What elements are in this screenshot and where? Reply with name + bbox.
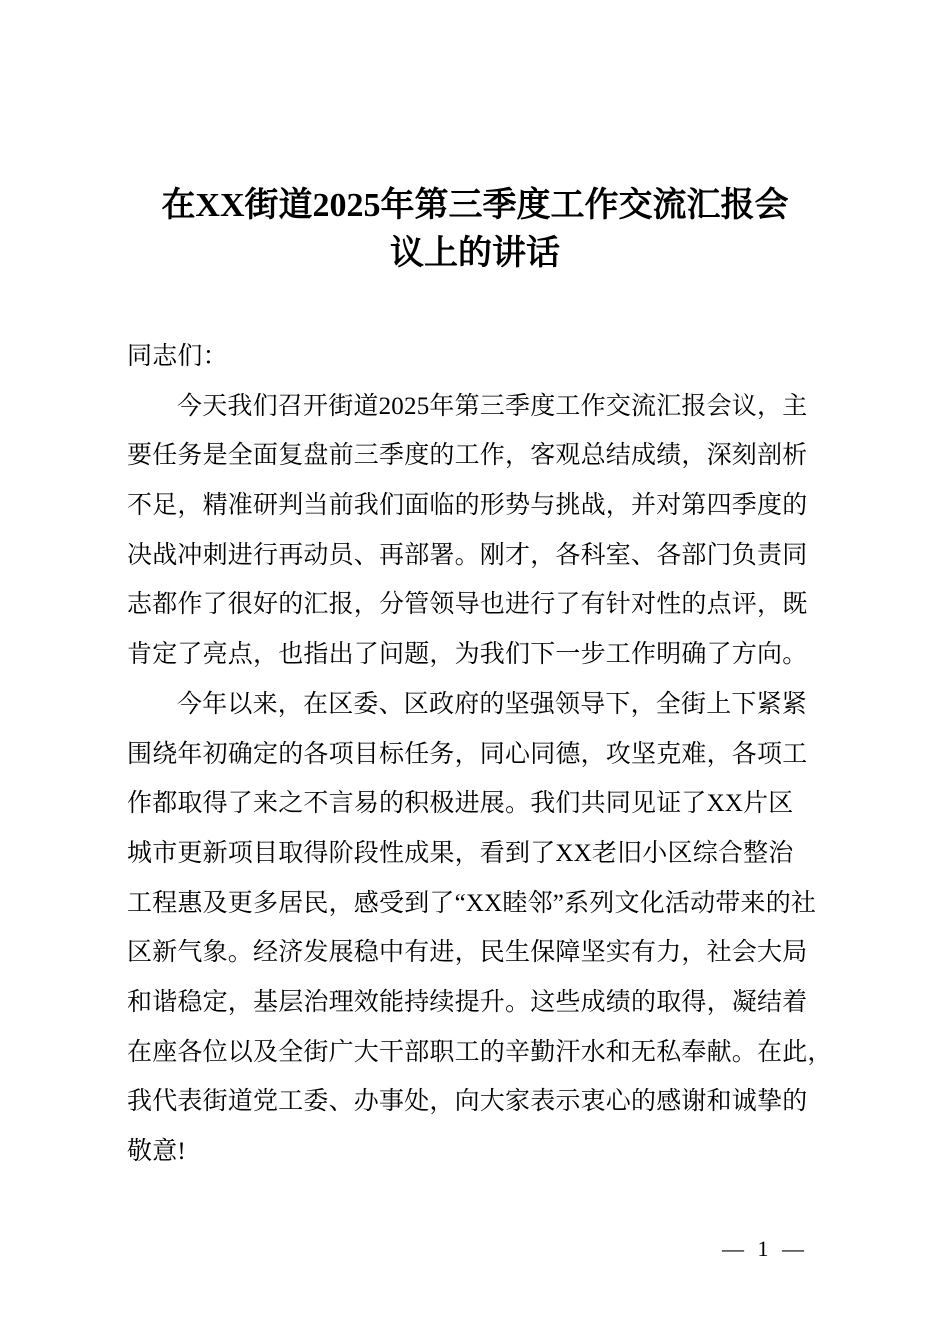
salutation: 同志们： [127, 343, 228, 370]
document-body [127, 332, 847, 1177]
paragraph-line: 我代表街道党工委、办事处，向大家表示衷心的感谢和诚挚的 [127, 1088, 808, 1116]
paragraph-line: 肯定了亮点，也指出了问题，为我们下一步工作明确了方向。 [127, 641, 808, 669]
paragraph-line: 敬意! [127, 1138, 186, 1165]
paragraph-line: 围绕年初确定的各项目标任务，同心同德，攻坚克难，各项工 [127, 740, 808, 768]
paragraph-line: 决战冲刺进行再动员、再部署。刚才，各科室、各部门负责同 [127, 541, 808, 569]
paragraph-line: 城市更新项目取得阶段性成果，看到了XX老旧小区综合整治 [127, 839, 794, 867]
page-number: — 1 — [722, 1236, 808, 1261]
paragraph-line: 区新气象。经济发展稳中有进，民生保障坚实有力，社会大局 [127, 939, 808, 967]
paragraph [127, 680, 847, 1177]
title-line-2: 议上的讲话 [390, 235, 560, 272]
paragraph-line: 不足，精准研判当前我们面临的形势与挑战，并对第四季度的 [127, 492, 808, 520]
paragraph-line: 今天我们召开街道2025年第三季度工作交流汇报会议，主 [177, 392, 808, 420]
paragraph-line: 和谐稳定，基层治理效能持续提升。这些成绩的取得，凝结着 [127, 988, 808, 1016]
paragraph-line: 要任务是全面复盘前三季度的工作，客观总结成绩，深刻剖析 [127, 442, 808, 470]
paragraph-line: 工程惠及更多居民，感受到了“XX睦邻”系列文化活动带来的社 [127, 889, 817, 917]
document-title [0, 182, 950, 278]
paragraph-line: 在座各位以及全街广大干部职工的辛勤汗水和无私奉献。在此， [127, 1038, 833, 1066]
paragraph-line: 作都取得了来之不言易的积极进展。我们共同见证了XX片区 [127, 790, 794, 818]
paragraph [127, 382, 847, 680]
title-line-1: 在XX街道2025年第三季度工作交流汇报会 [161, 187, 789, 224]
paragraph-line: 志都作了很好的汇报，分管领导也进行了有针对性的点评，既 [127, 591, 808, 619]
paragraph-line: 今年以来，在区委、区政府的坚强领导下，全街上下紧紧 [177, 690, 808, 718]
